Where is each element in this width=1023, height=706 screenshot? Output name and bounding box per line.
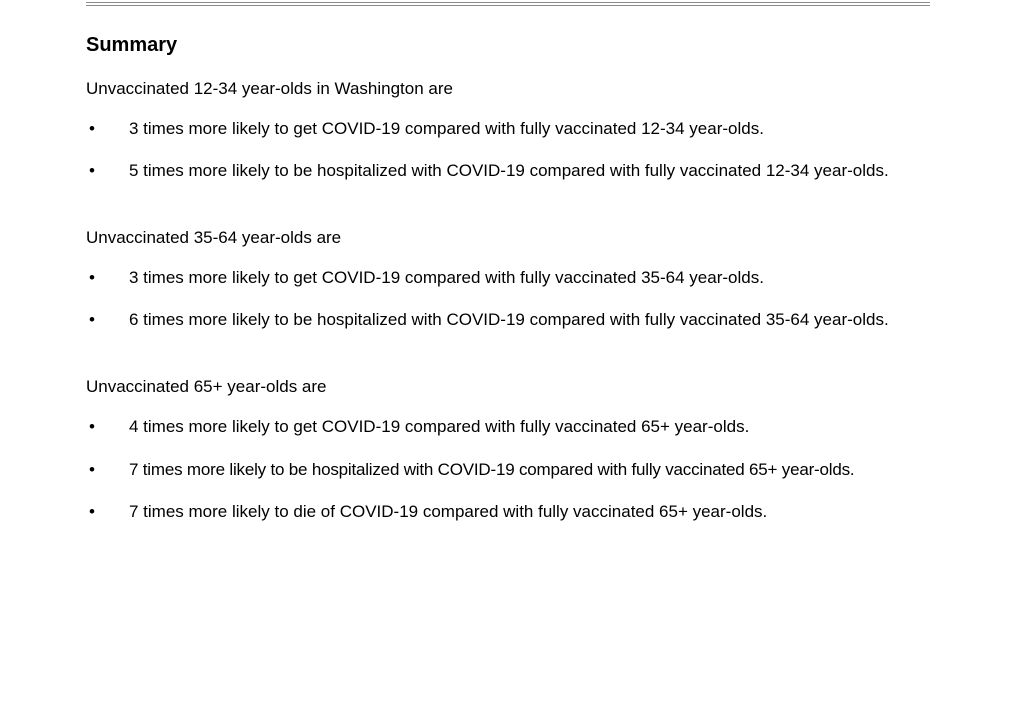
bullet-icon: • <box>89 417 95 436</box>
group-intro-35-64: Unvaccinated 35-64 year-olds are <box>86 228 342 247</box>
list-item-text: 4 times more likely to get COVID-19 compared with fully vaccinated 65+ year-olds. <box>129 417 750 436</box>
bullet-icon: • <box>89 502 95 521</box>
list-item-text: 7 times more likely to die of COVID-19 compared with fully vaccinated 65+ year-olds. <box>129 502 768 521</box>
list-item-text: 3 times more likely to get COVID-19 compared with fully vaccinated 35-64 year-olds. <box>129 268 764 287</box>
list-item-text: 6 times more likely to be hospitalized with COVID-19 compared with fully vaccinated 35-64 year-olds. <box>129 310 889 329</box>
group-intro-12-34: Unvaccinated 12-34 year-olds in Washington are <box>86 79 453 98</box>
bullet-icon: • <box>89 119 95 138</box>
bullet-icon: • <box>89 460 95 479</box>
bullet-icon: • <box>89 310 95 329</box>
bullet-icon: • <box>89 268 95 287</box>
list-item-text: 7 times more likely to be hospitalized with COVID-19 compared with fully vaccinated 65+ year-olds. <box>129 460 855 479</box>
section-title: Summary <box>86 34 178 56</box>
list-item-text: 3 times more likely to get COVID-19 compared with fully vaccinated 12-34 year-olds. <box>129 119 764 138</box>
list-item-text: 5 times more likely to be hospitalized with COVID-19 compared with fully vaccinated 12-34 year-olds. <box>129 161 889 180</box>
bullet-icon: • <box>89 161 95 180</box>
group-intro-65-plus: Unvaccinated 65+ year-olds are <box>86 377 327 396</box>
top-double-rule <box>86 2 930 6</box>
